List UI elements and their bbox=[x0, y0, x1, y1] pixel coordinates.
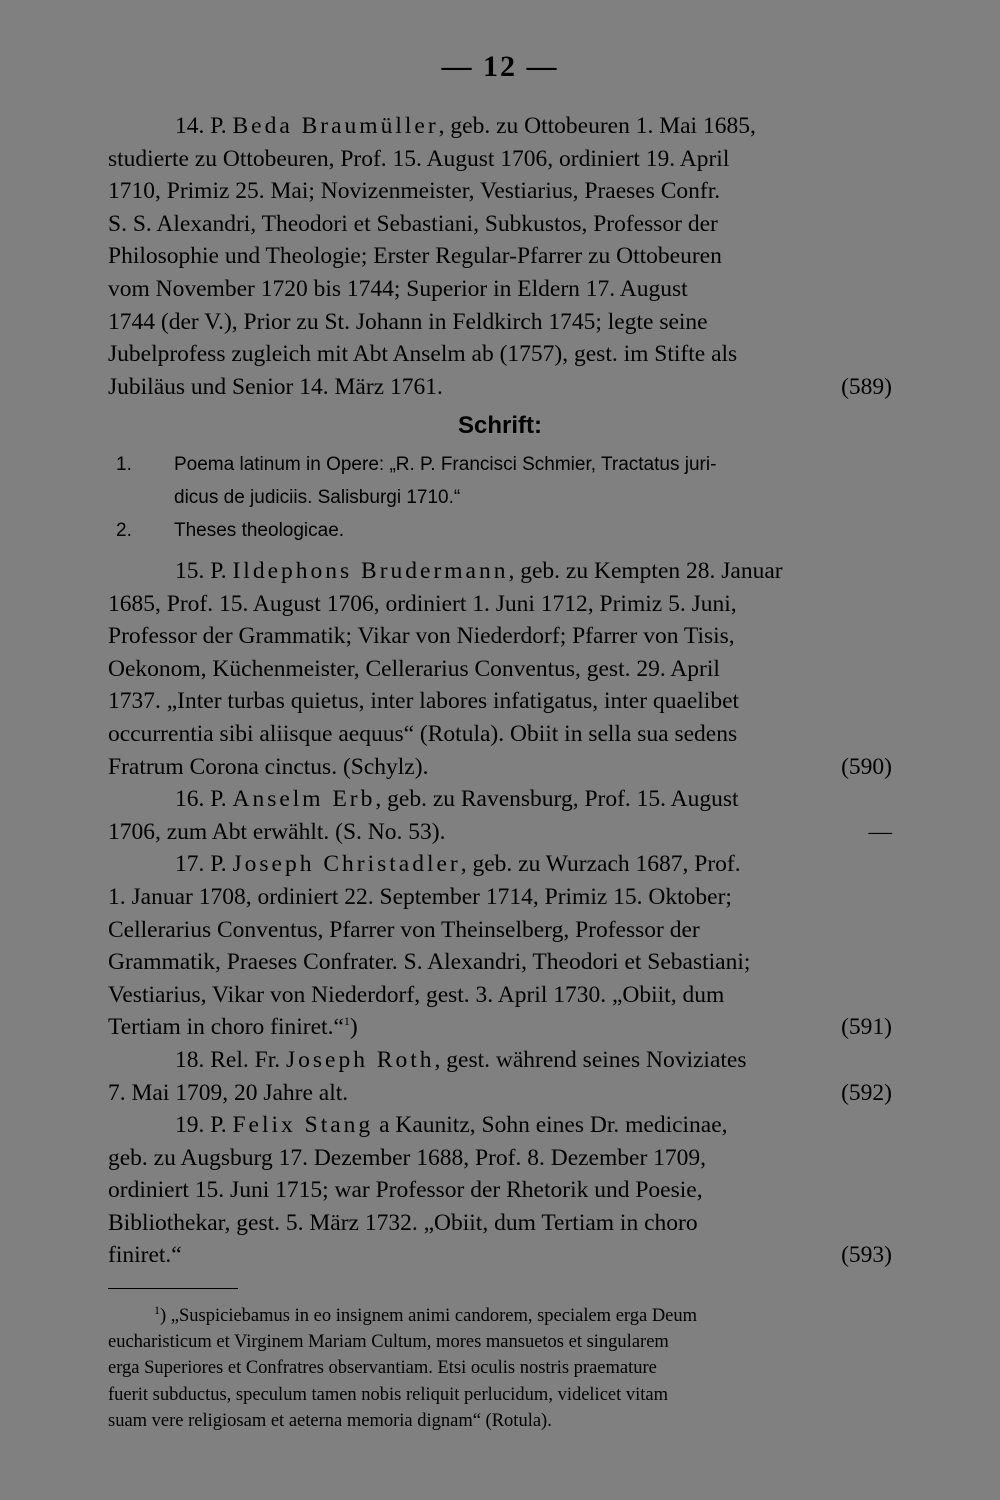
entry-line: 1744 (der V.), Prior zu St. Johann in Feldkirch 1745; legte seine bbox=[108, 308, 708, 335]
entry-line: 1. Januar 1708, ordiniert 22. September 1714, Primiz 15. Oktober; bbox=[108, 883, 732, 910]
entry-number: — bbox=[868, 818, 892, 845]
entries bbox=[108, 555, 892, 1272]
footnote-line: erga Superiores et Confratres observantiam. Etsi oculis nostris praemature bbox=[108, 1358, 657, 1379]
person-name: Joseph Roth bbox=[285, 1046, 435, 1073]
entry-line: Cellerarius Conventus, Pfarrer von Theinselberg, Professor der bbox=[108, 916, 700, 943]
entry-line: Professor der Grammatik; Vikar von Niederdorf; Pfarrer von Tisis, bbox=[108, 623, 735, 650]
footnote-marker: 1 bbox=[343, 1014, 350, 1029]
schrift-heading: Schrift: bbox=[458, 412, 542, 439]
entry-line: geb. zu Augsburg 17. Dezember 1688, Prof. 8. Dezember 1709, bbox=[108, 1144, 707, 1171]
entry-line: occurrentia sibi aliisque aequus“ (Rotula). Obiit in sella sua sedens bbox=[108, 720, 738, 747]
footnote-divider bbox=[108, 1288, 238, 1289]
entry-number: (590) bbox=[841, 753, 892, 780]
footnote-line: fuerit subductus, speculum tamen nobis reliquit perlucidum, videlicet vitam bbox=[108, 1384, 669, 1405]
entry-line: S. S. Alexandri, Theodori et Sebastiani, Subkustos, Professor der bbox=[108, 210, 718, 237]
entry-line: 1710, Primiz 25. Mai; Novizenmeister, Vestiarius, Praeses Confr. bbox=[108, 178, 721, 205]
entry-number: (591) bbox=[841, 1014, 892, 1041]
entry-line: Oekonom, Küchenmeister, Cellerarius Conventus, gest. 29. April bbox=[108, 655, 720, 682]
entry-line: studierte zu Ottobeuren, Prof. 15. August 1706, ordiniert 19. April bbox=[108, 145, 730, 172]
person-name: Joseph Christadler bbox=[232, 851, 461, 878]
entry-line: Philosophie und Theologie; Erster Regular-Pfarrer zu Ottobeuren bbox=[108, 243, 722, 270]
entry-line: 14. P. Beda Braumüller, geb. zu Ottobeuren 1. Mai 1685, bbox=[175, 113, 756, 139]
person-name: Anselm Erb bbox=[232, 786, 376, 813]
list-item-continuation: dicus de judiciis. Salisburgi 1710.“ bbox=[174, 487, 461, 508]
entry-number: (592) bbox=[841, 1079, 892, 1106]
list-item: 1. Poema latinum in Opere: „R. P. Francisci Schmier, Tractatus juri- bbox=[116, 454, 717, 475]
entry-line: Bibliothekar, gest. 5. März 1732. „Obiit, dum Tertiam in choro bbox=[108, 1209, 698, 1236]
footnote-line: $^1$) „Suspiciebamus in eo insignem animi candorem, specialem erga Deum bbox=[154, 1302, 698, 1326]
entry-line: 1706, zum Abt erwählt. (S. No. 53). — bbox=[108, 816, 892, 849]
entry-19-heading-line: 19. P. Felix Stang a Kaunitz, Sohn eines Dr. medicinae, bbox=[175, 1112, 728, 1139]
entry-line: vom November 1720 bis 1744; Superior in Eldern 17. August bbox=[108, 275, 688, 302]
entry-line: ordiniert 15. Juni 1715; war Professor der Rhetorik und Poesie, bbox=[108, 1177, 703, 1204]
entry-line: Grammatik, Praeses Confrater. S. Alexandri, Theodori et Sebastiani; bbox=[108, 949, 751, 976]
entry-line: finiret.“ (593) bbox=[108, 1239, 892, 1272]
footnote bbox=[108, 1303, 892, 1434]
page-number: — 12 — bbox=[441, 50, 559, 83]
entry-14 bbox=[108, 110, 892, 403]
entry-line: Jubelprofess zugleich mit Abt Anselm ab (1757), gest. im Stifte als bbox=[108, 341, 738, 368]
entry-line: 7. Mai 1709, 20 Jahre alt. (592) bbox=[108, 1077, 892, 1110]
entry-18-heading-line: 18. Rel. Fr. Joseph Roth, gest. während seines Noviziates bbox=[175, 1046, 747, 1073]
person-name: Felix Stang bbox=[232, 1112, 374, 1139]
entry-16-heading-line: 16. P. Anselm Erb, geb. zu Ravensburg, Prof. 15. August bbox=[175, 786, 739, 813]
entry-number: (589) bbox=[841, 373, 892, 400]
entry-line: Jubiläus und Senior 14. März 1761. (589) bbox=[108, 371, 892, 404]
person-name: Beda Braumüller bbox=[232, 113, 439, 139]
entry-number: (593) bbox=[841, 1242, 892, 1269]
footnote-line: suam vere religiosam et aeterna memoria dignam“ (Rotula). bbox=[108, 1410, 552, 1431]
list-item: 2. Theses theologicae. bbox=[116, 520, 345, 541]
entry-line: 1685, Prof. 15. August 1706, ordiniert 1. Juni 1712, Primiz 5. Juni, bbox=[108, 590, 737, 617]
person-name: Ildephons Brudermann bbox=[232, 558, 509, 584]
footnote-line: eucharisticum et Virginem Mariam Cultum, mores mansuetos et singularem bbox=[108, 1332, 669, 1353]
entry-line: 1737. „Inter turbas quietus, inter labores infatigatus, inter quaelibet bbox=[108, 688, 740, 715]
entry-line: Tertiam in choro finiret.“$^1$) (591) bbox=[108, 1011, 892, 1044]
entry-line: Fratrum Corona cinctus. (Schylz). (590) bbox=[108, 751, 892, 784]
footnote-marker: 1 bbox=[154, 1302, 160, 1317]
entry-15-heading-line: 15. P. Ildephons Brudermann, geb. zu Kempten 28. Januar bbox=[175, 558, 783, 584]
schrift-list bbox=[116, 448, 892, 547]
entry-17-heading-line: 17. P. Joseph Christadler, geb. zu Wurzach 1687, Prof. bbox=[175, 851, 741, 878]
entry-line: Vestiarius, Vikar von Niederdorf, gest. 3. April 1730. „Obiit, dum bbox=[108, 981, 725, 1008]
